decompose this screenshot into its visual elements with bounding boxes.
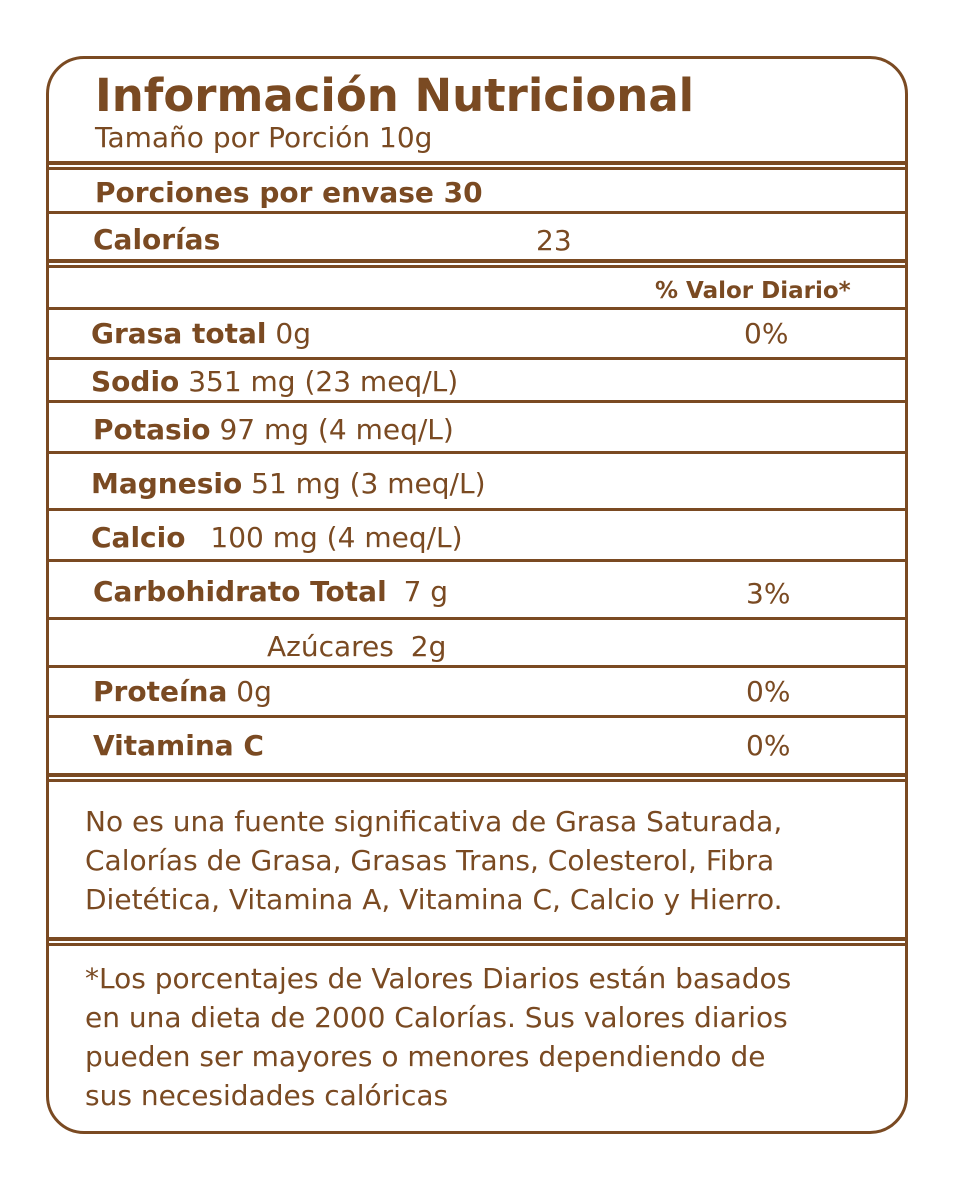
nutrient-row — [93, 675, 272, 708]
note-line: Dietética, Vitamina A, Vitamina C, Calcio y Hierro. — [85, 883, 783, 916]
nutrient-daily-value: 0% — [746, 729, 791, 762]
nutrient-name: Azúcares — [267, 630, 394, 663]
nutrient-name: Sodio — [91, 365, 180, 398]
divider — [49, 779, 905, 782]
label-title: Información Nutricional — [95, 69, 695, 122]
divider — [49, 665, 905, 668]
divider — [49, 167, 905, 170]
nutrient-name: Carbohidrato Total — [93, 575, 387, 608]
nutrient-name: Vitamina C — [93, 729, 264, 762]
nutrient-name: Grasa total — [91, 317, 267, 350]
divider — [49, 937, 905, 941]
nutrient-daily-value: 0% — [746, 675, 791, 708]
divider — [49, 400, 905, 403]
nutrient-amount: 97 mg (4 meq/L) — [219, 413, 454, 446]
nutrition-facts-label — [46, 56, 908, 1134]
footnote-line: pueden ser mayores o menores dependiendo de — [85, 1040, 766, 1073]
divider — [49, 715, 905, 718]
nutrient-row — [93, 413, 454, 446]
divider — [49, 773, 905, 777]
nutrient-amount: 0g — [275, 317, 311, 350]
nutrient-row — [91, 365, 459, 398]
nutrient-row — [93, 729, 264, 762]
divider — [49, 357, 905, 360]
divider — [49, 559, 905, 562]
footnote-line: *Los porcentajes de Valores Diarios están basados — [85, 962, 792, 995]
divider — [49, 211, 905, 214]
footnote-line: sus necesidades calóricas — [85, 1079, 449, 1112]
divider — [49, 307, 905, 310]
servings-per-container: Porciones por envase 30 — [95, 176, 483, 209]
divider — [49, 161, 905, 165]
not-significant-note — [85, 802, 783, 919]
divider — [49, 617, 905, 620]
note-line: Calorías de Grasa, Grasas Trans, Colesterol, Fibra — [85, 844, 775, 877]
note-line: No es una fuente significativa de Grasa Saturada, — [85, 805, 783, 838]
nutrient-amount: 51 mg (3 meq/L) — [251, 467, 486, 500]
nutrient-amount: 7 g — [403, 575, 449, 608]
calories-label: Calorías — [93, 223, 221, 256]
nutrient-amount: 0g — [236, 675, 272, 708]
nutrient-daily-value: 0% — [744, 317, 789, 350]
divider — [49, 259, 905, 263]
footnote-line: en una dieta de 2000 Calorías. Sus valores diarios — [85, 1001, 788, 1034]
nutrient-daily-value: 3% — [746, 577, 791, 610]
calories-value: 23 — [536, 224, 572, 257]
nutrient-row — [91, 317, 311, 350]
divider — [49, 451, 905, 454]
divider — [49, 265, 905, 268]
daily-value-footnote — [85, 959, 791, 1115]
nutrient-name: Potasio — [93, 413, 211, 446]
nutrient-amount: 100 mg (4 meq/L) — [210, 521, 463, 554]
nutrient-name: Proteína — [93, 675, 228, 708]
divider — [49, 943, 905, 946]
serving-size: Tamaño por Porción 10g — [95, 121, 433, 154]
nutrient-amount: 2g — [410, 630, 447, 663]
nutrient-row — [91, 467, 486, 500]
nutrient-name: Magnesio — [91, 467, 243, 500]
divider — [49, 508, 905, 511]
daily-value-header: % Valor Diario* — [655, 278, 851, 304]
nutrient-amount: 351 mg (23 meq/L) — [188, 365, 459, 398]
nutrient-row — [91, 521, 463, 554]
nutrient-row — [93, 575, 449, 608]
nutrient-name: Calcio — [91, 521, 186, 554]
nutrient-row — [267, 630, 447, 663]
